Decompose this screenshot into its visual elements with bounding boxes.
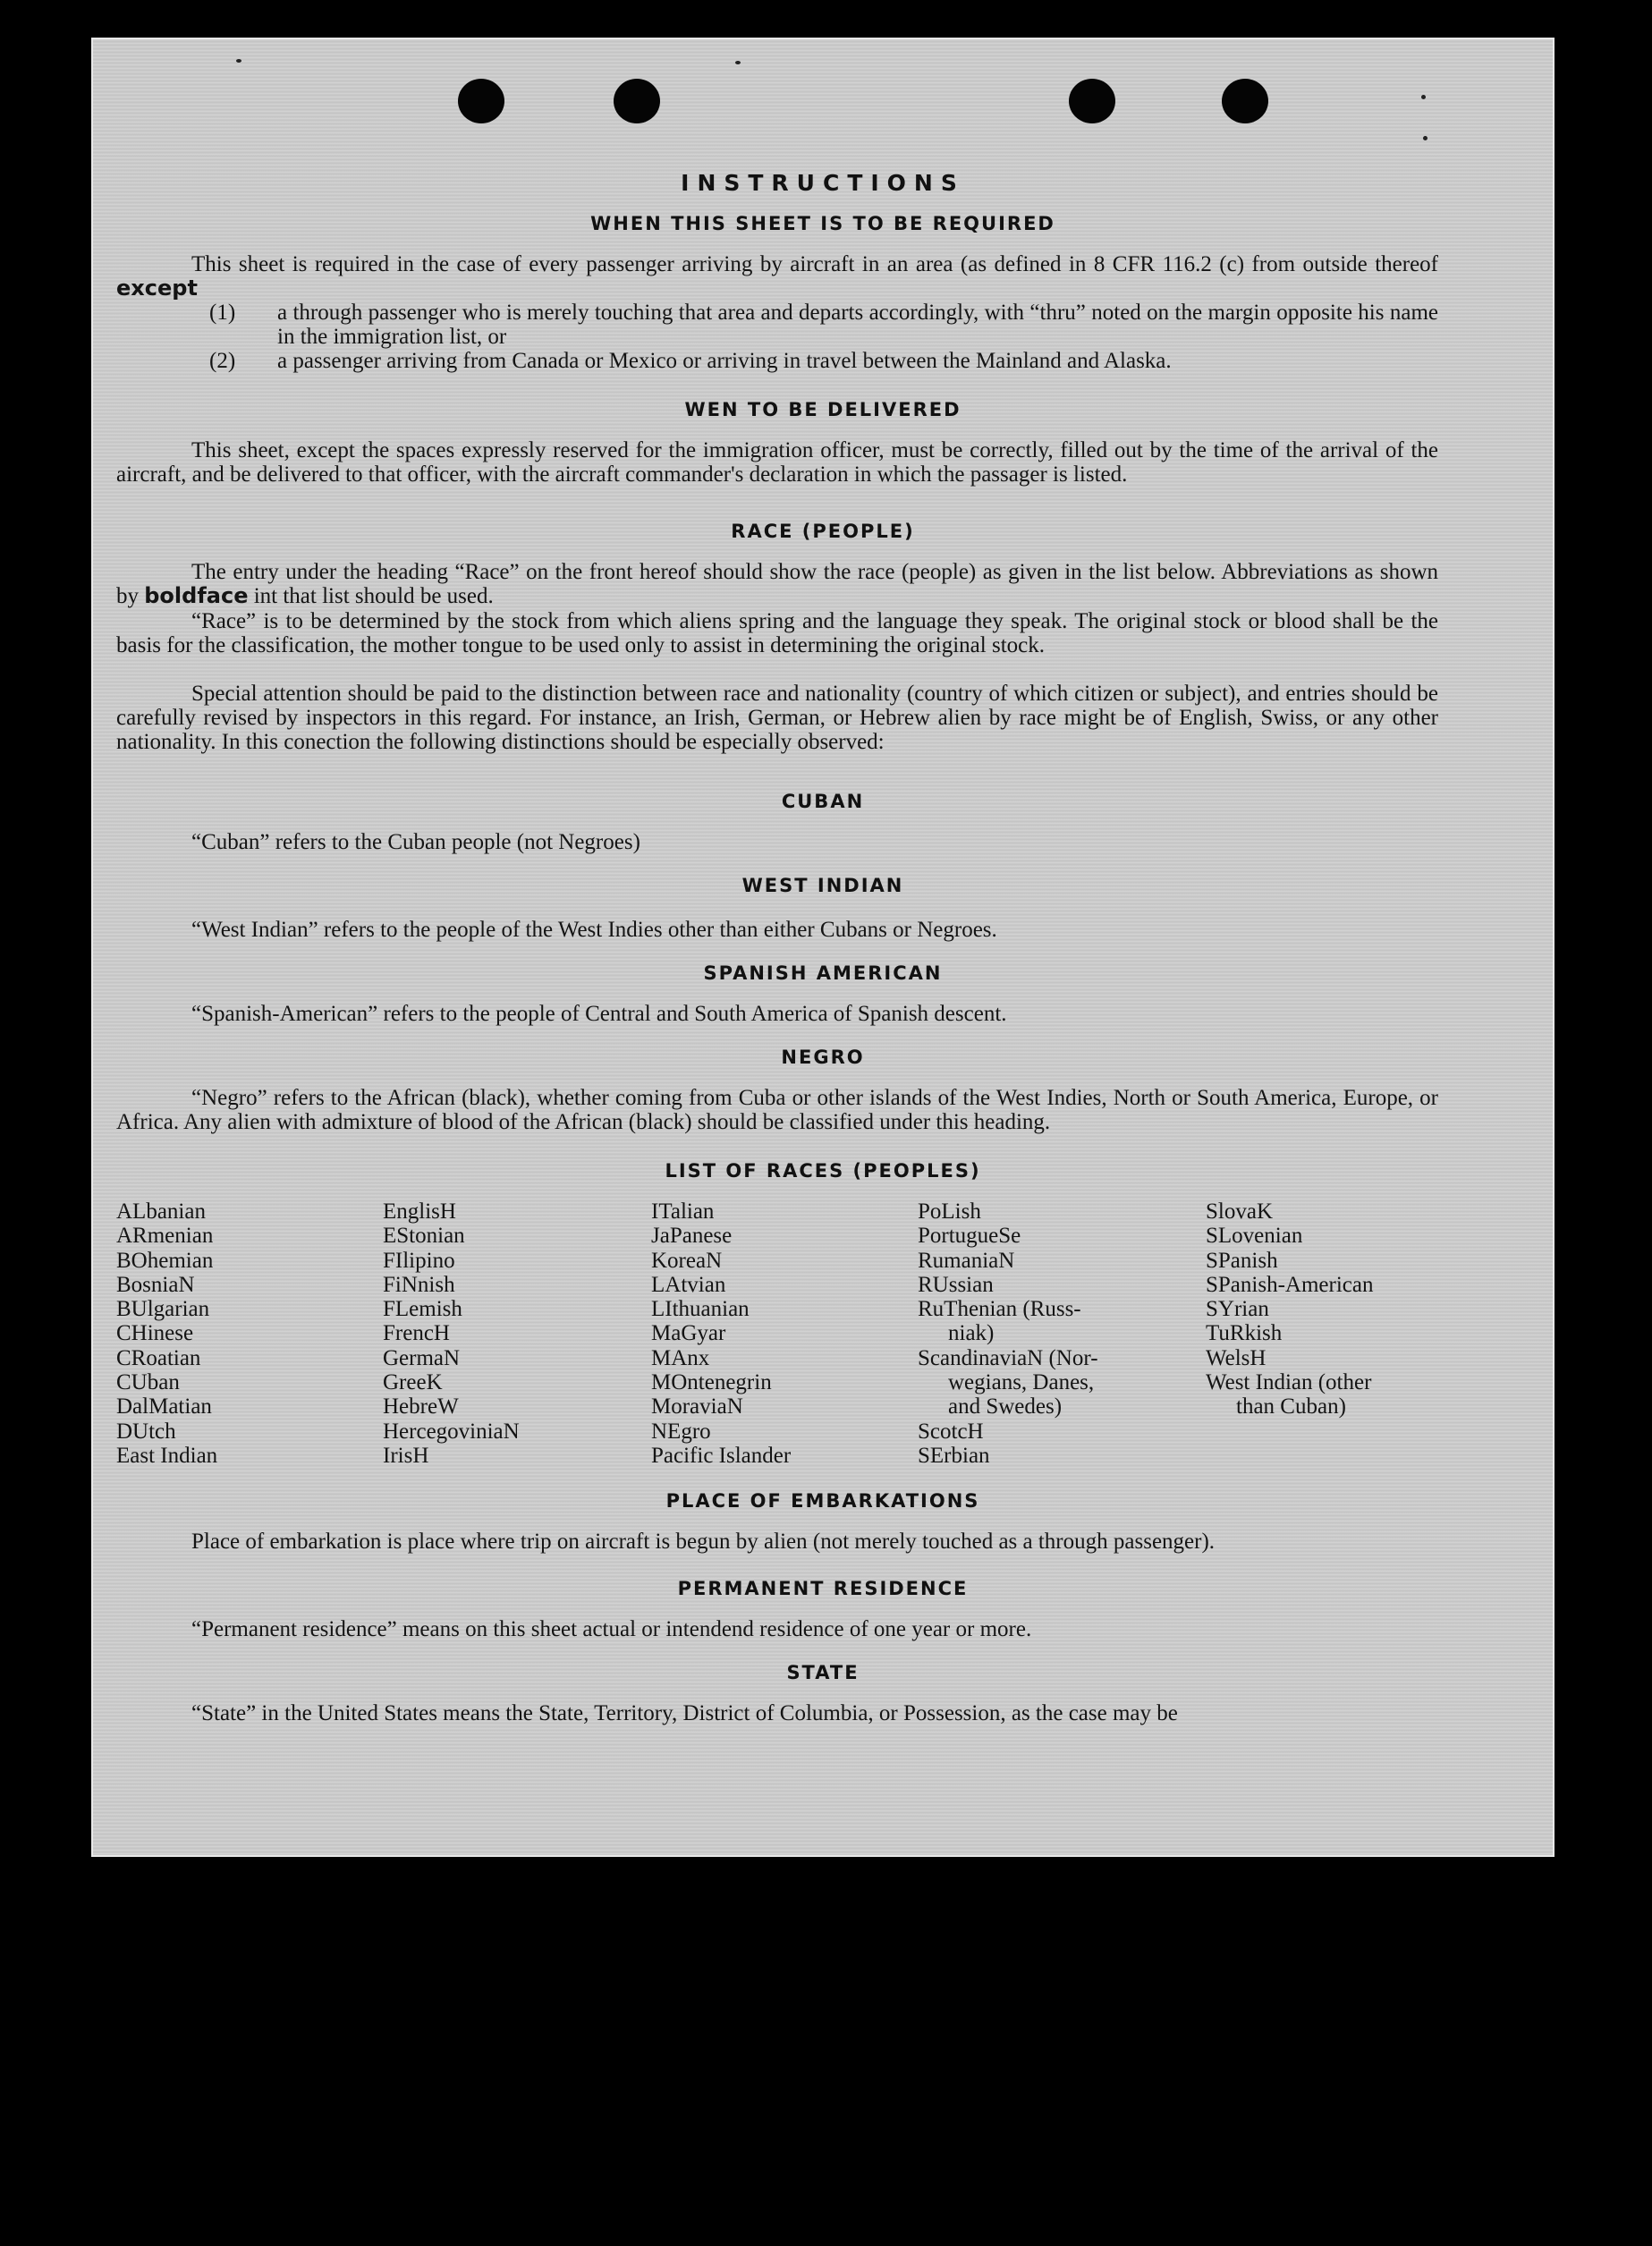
race-list-item: BosniaN <box>116 1272 195 1297</box>
section-title-list-of-races: LIST OF RACES (PEOPLES) <box>665 1160 981 1182</box>
race-list-item: DUtch <box>116 1419 176 1444</box>
race-list-item: PoLish <box>918 1199 981 1224</box>
west-indian-text: “West Indian” refers to the people of the West Indies other than either Cubans or Negroes. <box>191 918 997 942</box>
race-list-item: NEgro <box>651 1419 711 1444</box>
punch-hole <box>1069 79 1115 123</box>
race-list-item: KoreaN <box>651 1248 723 1273</box>
race-list-item: CUban <box>116 1370 180 1395</box>
race-list-item: MOntenegrin <box>651 1370 772 1395</box>
race-list-item: ScandinaviaN (Nor- <box>918 1345 1098 1370</box>
race-list-item: TuRkish <box>1206 1321 1283 1346</box>
race-list-item: wegians, Danes, <box>948 1370 1095 1395</box>
embarkation-text: Place of embarkation is place where trip on aircraft is begun by alien (not merely touched as a through passenger). <box>191 1530 1216 1554</box>
race-list-item: West Indian (other <box>1206 1370 1372 1395</box>
race-list-item: RUssian <box>918 1272 994 1297</box>
punch-hole <box>458 79 504 123</box>
race-list-item: ALbanian <box>116 1199 206 1224</box>
race-list-item: HercegoviniaN <box>383 1419 520 1444</box>
race-list-column-5 <box>1206 1199 1373 1420</box>
section-title-cuban: CUBAN <box>781 791 865 812</box>
race-paragraph-2: “Race” is to be determined by the stock from which aliens spring and the language they speak. The original stock or blood shall be the basis for the classification, the mother tongue to be used only to assist in determining the original stock. <box>116 609 1438 657</box>
race-list-column-4 <box>918 1199 1098 1468</box>
section-title-required: WHEN THIS SHEET IS TO BE REQUIRED <box>590 213 1055 234</box>
section-title-delivered: WEN TO BE DELIVERED <box>684 399 962 420</box>
race-list-item: MaGyar <box>651 1321 726 1346</box>
section-title-spanish-american: SPANISH AMERICAN <box>703 962 943 984</box>
race-list-item: SPanish-American <box>1206 1272 1374 1297</box>
race-list-item: SlovaK <box>1206 1199 1273 1224</box>
race-list-item: GermaN <box>383 1345 461 1370</box>
race-list-item: Pacific Islander <box>651 1443 792 1468</box>
race-list-item: DalMatian <box>116 1394 212 1420</box>
race-list-item: PortugueSe <box>918 1224 1021 1249</box>
race-list-item: East Indian <box>116 1443 218 1468</box>
section-title-residence: PERMANENT RESIDENCE <box>677 1578 969 1599</box>
race-paragraph-1: The entry under the heading “Race” on the front hereof should show the race (people) as given in the list below. Abbreviations as shown by boldface int that list should be used. <box>116 560 1438 608</box>
state-text: “State” in the United States means the State, Territory, District of Columbia, or Possession, as the case may be <box>191 1701 1178 1725</box>
required-intro: This sheet is required in the case of every passenger arriving by aircraft in an area (as defined in 8 CFR 116.2 (c) from outside thereof except <box>116 252 1438 301</box>
race-list-item: WelsH <box>1206 1345 1267 1370</box>
race-list-column-2 <box>383 1199 520 1468</box>
instruction-sheet <box>93 39 1553 1855</box>
race-list-column-1 <box>116 1199 217 1468</box>
race-list-item: FrencH <box>383 1321 450 1346</box>
section-title-race: RACE (PEOPLE) <box>731 521 915 542</box>
race-list-item: than Cuban) <box>1236 1394 1346 1420</box>
cuban-text: “Cuban” refers to the Cuban people (not Negroes) <box>191 830 640 854</box>
race-list-item: EStonian <box>383 1224 465 1249</box>
race-list-item: RuThenian (Russ- <box>918 1297 1081 1322</box>
residence-text: “Permanent residence” means on this sheet actual or intendend residence of one year or more. <box>191 1617 1032 1641</box>
race-list-item: HebreW <box>383 1394 459 1420</box>
negro-text: “Negro” refers to the African (black), whether coming from Cuba or other islands of the West Indies, North or South America, Europe, or Africa. Any alien with admixture of blood of the African (black) should be classified under this heading. <box>116 1086 1438 1134</box>
race-list-item: FiNnish <box>383 1272 455 1297</box>
punch-hole <box>1222 79 1268 123</box>
race-list-item: GreeK <box>383 1370 443 1395</box>
race-list-item: BUlgarian <box>116 1297 210 1322</box>
section-title-negro: NEGRO <box>781 1047 865 1068</box>
race-list-item: niak) <box>948 1321 995 1346</box>
race-list-item: FLemish <box>383 1297 462 1322</box>
race-list-item: CRoatian <box>116 1345 201 1370</box>
delivered-text: This sheet, except the spaces expressly reserved for the immigration officer, must be correctly, filled out by the time of the arrival of the aircraft, and be delivered to that officer, with the aircraft commander's declaration in which the passager is listed. <box>116 438 1438 487</box>
punch-hole <box>614 79 660 123</box>
race-paragraph-3: Special attention should be paid to the distinction between race and nationality (country of which citizen or subject), and entries should be carefully revised by inspectors in this regard. For instance, an Irish, German, or Hebrew alien by race might be of English, Swiss, or any other nationality. In this conection the following distinctions should be especially observed: <box>116 682 1438 754</box>
race-list-item: SLovenian <box>1206 1224 1303 1249</box>
race-list-item: JaPanese <box>651 1224 733 1249</box>
race-list-item: ITalian <box>651 1199 715 1224</box>
race-list-item: MoraviaN <box>651 1394 743 1420</box>
race-list-item: SErbian <box>918 1443 990 1468</box>
exception-item-1: (1) a through passenger who is merely touching that area and departs accordingly, with “thru” noted on the margin opposite his name in the immigration list, or <box>209 301 1438 349</box>
race-list-item: IrisH <box>383 1443 429 1468</box>
race-list-item: FIlipino <box>383 1248 455 1273</box>
section-title-state: STATE <box>786 1662 860 1683</box>
race-list-item: RumaniaN <box>918 1248 1015 1273</box>
race-list-item: CHinese <box>116 1321 194 1346</box>
race-list-column-3 <box>651 1199 791 1468</box>
race-list-item: SPanish <box>1206 1248 1278 1273</box>
page-title: INSTRUCTIONS <box>681 170 965 196</box>
race-list-item: LIthuanian <box>651 1297 750 1322</box>
section-title-west-indian: WEST INDIAN <box>741 875 904 896</box>
race-list-item: ScotcH <box>918 1419 984 1444</box>
exception-item-2: (2) a passenger arriving from Canada or Mexico or arriving in travel between the Mainland and Alaska. <box>209 349 1172 373</box>
race-list-item: ARmenian <box>116 1224 214 1249</box>
race-list-item: LAtvian <box>651 1272 726 1297</box>
section-title-embarkation: PLACE OF EMBARKATIONS <box>665 1490 980 1512</box>
race-list-item: EnglisH <box>383 1199 456 1224</box>
spanish-american-text: “Spanish-American” refers to the people of Central and South America of Spanish descent. <box>191 1002 1007 1026</box>
race-list-item: and Swedes) <box>948 1394 1063 1420</box>
race-list-item: MAnx <box>651 1345 710 1370</box>
race-list-item: BOhemian <box>116 1248 214 1273</box>
race-list-item: SYrian <box>1206 1297 1269 1322</box>
